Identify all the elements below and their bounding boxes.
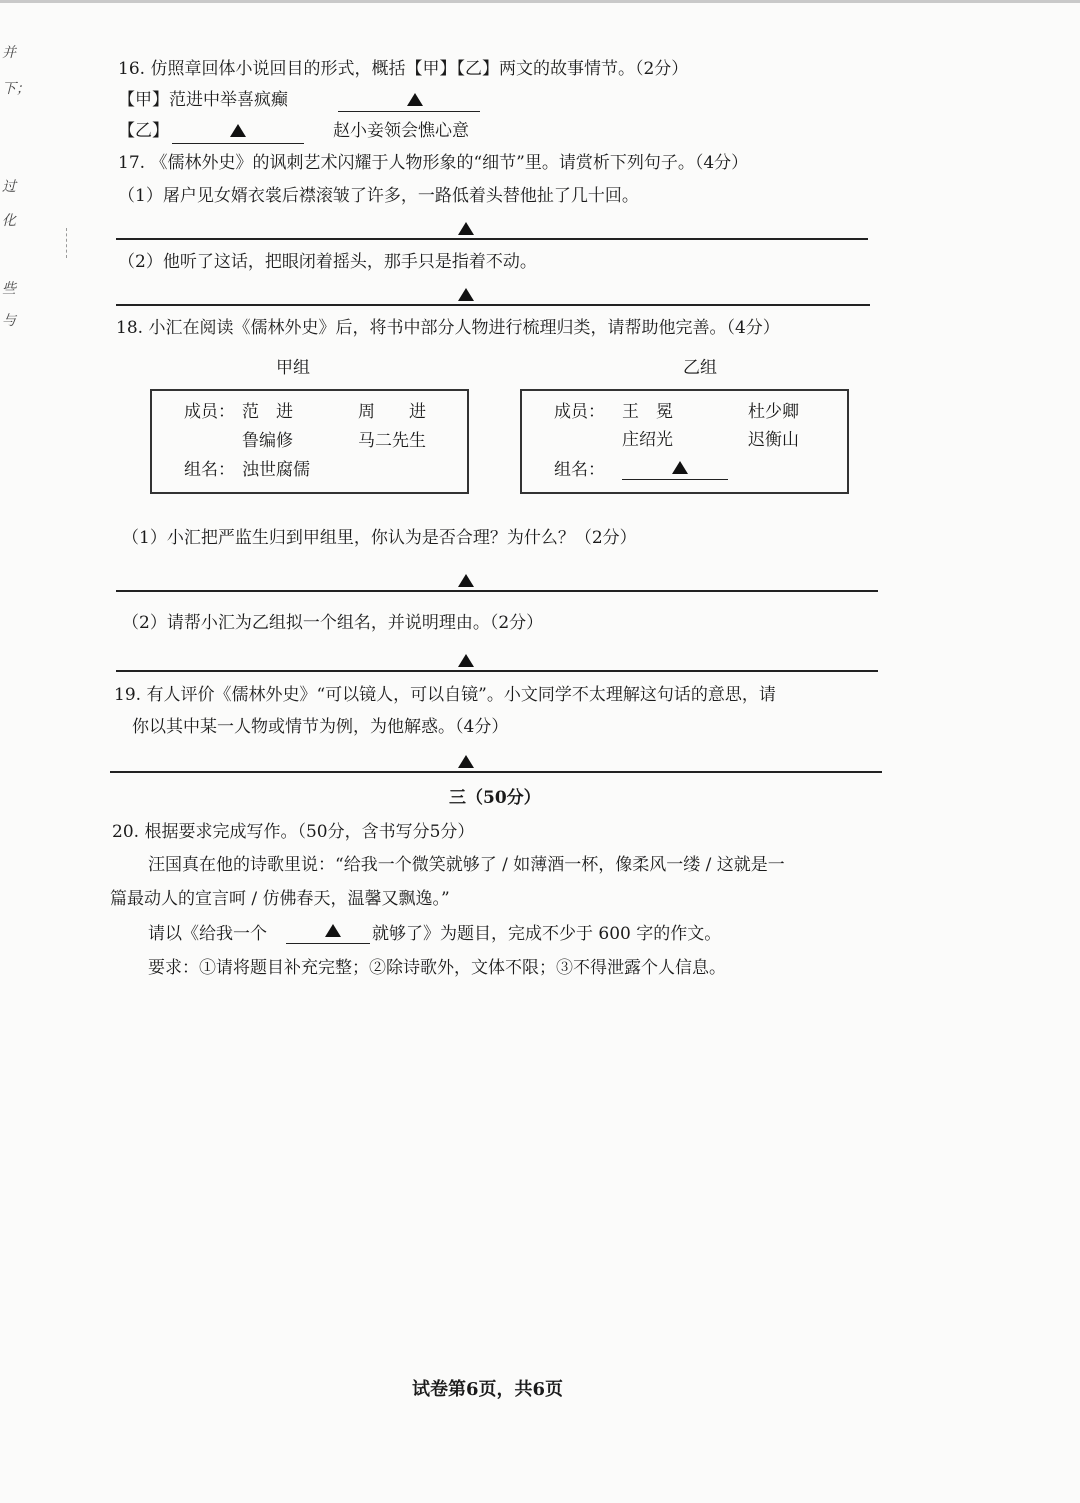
group-b-title: 乙组 bbox=[683, 358, 717, 378]
group-a-member: 马二先生 bbox=[358, 431, 426, 451]
q19-prompt-line-1: 19. 有人评价《儒林外史》“可以镜人，可以自镜”。小文同学不太理解这句话的意思，请 bbox=[114, 685, 776, 705]
page-footer: 试卷第6页，共6页 bbox=[412, 1379, 564, 1400]
top-edge bbox=[0, 0, 1080, 3]
group-b-member: 庄绍光 bbox=[622, 430, 673, 450]
q17-sentence-1: （1）屠户见女婿衣裳后襟滚皱了许多，一路低着头替他扯了几十回。 bbox=[118, 186, 639, 206]
q16-yi-blank[interactable] bbox=[172, 143, 304, 144]
margin-mark: 过 bbox=[2, 179, 16, 195]
group-a-members-label: 成员： bbox=[184, 402, 235, 422]
group-b-name-label: 组名： bbox=[554, 460, 605, 480]
group-a-member: 周 进 bbox=[358, 402, 426, 422]
group-b-member: 迟衡山 bbox=[748, 430, 799, 450]
q20-poem-line-2: 篇最动人的宣言呵 / 仿佛春天，温馨又飘逸。” bbox=[110, 889, 450, 909]
group-a-member: 范 进 bbox=[242, 402, 293, 422]
q18-answer-line-1[interactable] bbox=[116, 590, 878, 592]
group-a-box bbox=[150, 389, 469, 494]
answer-triangle-icon bbox=[458, 755, 474, 768]
margin-mark: 化 bbox=[2, 213, 16, 229]
group-a-member: 鲁编修 bbox=[242, 431, 293, 451]
group-b-members-label: 成员： bbox=[554, 402, 605, 422]
q17-sentence-2: （2）他听了这话，把眼闭着摇头，那手只是指着不动。 bbox=[118, 252, 537, 272]
q18-sub-2: （2）请帮小汇为乙组拟一个组名，并说明理由。（2分） bbox=[122, 613, 544, 633]
q18-prompt: 18. 小汇在阅读《儒林外史》后，将书中部分人物进行梳理归类，请帮助他完善。（4分） bbox=[116, 318, 780, 338]
q20-title-prefix: 请以《给我一个 bbox=[148, 924, 267, 944]
binding-line bbox=[66, 228, 68, 258]
answer-triangle-icon bbox=[458, 654, 474, 667]
q18-answer-line-2[interactable] bbox=[116, 670, 878, 672]
group-b-member: 王 冕 bbox=[622, 402, 673, 422]
answer-triangle-icon bbox=[672, 461, 688, 474]
group-a-title: 甲组 bbox=[276, 358, 310, 378]
q17-answer-line-1[interactable] bbox=[116, 238, 868, 240]
q18-sub-1: （1）小汇把严监生归到甲组里，你认为是否合理？为什么？（2分） bbox=[122, 528, 637, 548]
q16-prompt: 16. 仿照章回体小说回目的形式，概括【甲】【乙】两文的故事情节。（2分） bbox=[118, 59, 689, 79]
margin-mark: 与 bbox=[2, 313, 16, 329]
q16-yi-label: 【乙】 bbox=[118, 121, 169, 141]
q17-prompt: 17. 《儒林外史》的讽刺艺术闪耀于人物形象的“细节”里。请赏析下列句子。（4分） bbox=[118, 153, 749, 173]
answer-triangle-icon bbox=[458, 574, 474, 587]
q20-prompt: 20. 根据要求完成写作。（50分，含书写分5分） bbox=[112, 822, 475, 842]
answer-triangle-icon bbox=[407, 93, 423, 106]
q20-title-suffix: 就够了》为题目，完成不少于 600 字的作文。 bbox=[372, 924, 722, 944]
answer-triangle-icon bbox=[230, 124, 246, 137]
q20-requirements: 要求：①请将题目补充完整；②除诗歌外，文体不限；③不得泄露个人信息。 bbox=[148, 958, 726, 978]
margin-mark: 下； bbox=[2, 81, 30, 97]
section-3-title: 三（50分） bbox=[449, 788, 541, 808]
answer-triangle-icon bbox=[458, 288, 474, 301]
q16-jia: 【甲】范进中举喜疯癫 bbox=[118, 90, 288, 110]
q19-answer-line[interactable] bbox=[110, 771, 882, 773]
q19-prompt-line-2: 你以其中某一人物或情节为例，为他解惑。（4分） bbox=[132, 717, 509, 737]
group-b-box bbox=[520, 389, 849, 494]
answer-triangle-icon bbox=[458, 222, 474, 235]
q16-jia-blank[interactable] bbox=[338, 111, 480, 112]
group-b-name-blank[interactable] bbox=[622, 479, 728, 480]
group-a-name: 浊世腐儒 bbox=[242, 460, 310, 480]
group-a-name-label: 组名： bbox=[184, 460, 235, 480]
q17-answer-line-2[interactable] bbox=[116, 304, 870, 306]
group-b-member: 杜少卿 bbox=[748, 402, 799, 422]
margin-mark: 并 bbox=[2, 45, 16, 61]
q20-poem-line-1: 汪国真在他的诗歌里说：“给我一个微笑就够了 / 如薄酒一杯，像柔风一缕 / 这就是一 bbox=[148, 855, 785, 875]
q16-yi-text: 赵小妾领会憔心意 bbox=[333, 121, 469, 141]
q20-title-blank[interactable] bbox=[286, 943, 370, 944]
margin-mark: 些 bbox=[2, 281, 16, 297]
answer-triangle-icon bbox=[325, 924, 341, 937]
